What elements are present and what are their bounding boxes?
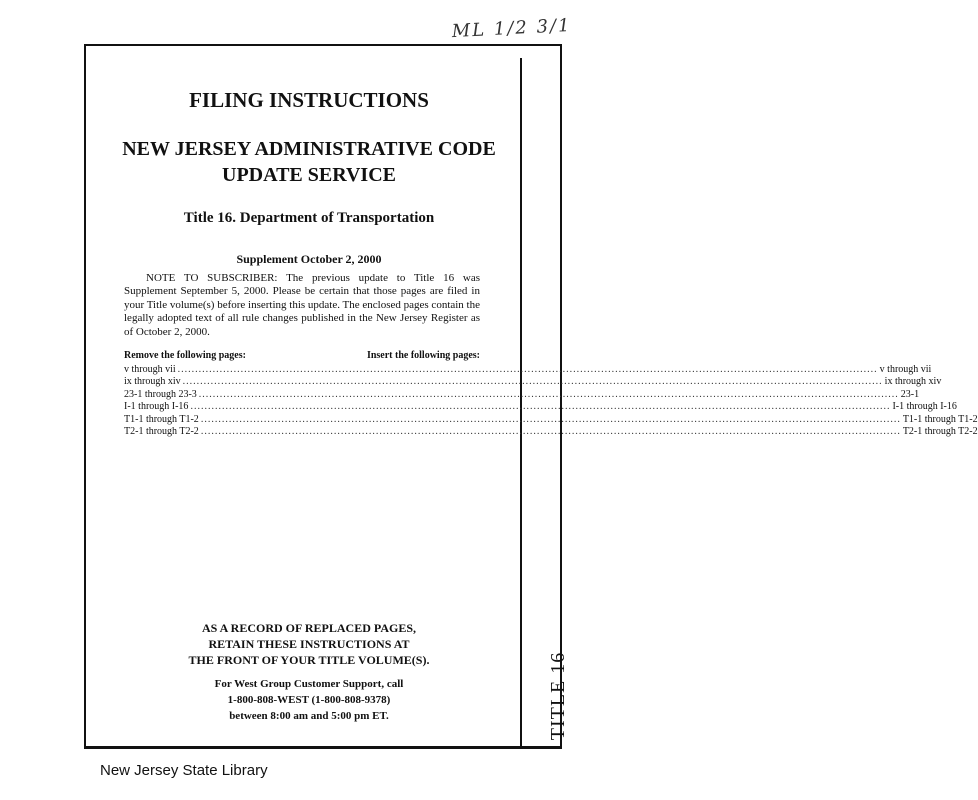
record-line: THE FRONT OF YOUR TITLE VOLUME(S).	[188, 653, 430, 667]
code-title-line: NEW JERSEY ADMINISTRATIVE CODE	[122, 138, 496, 160]
support-line: between 8:00 am and 5:00 pm ET.	[229, 710, 389, 722]
code-title	[110, 136, 508, 188]
leader-dots: ........................................................................................................................................................................................................	[200, 413, 901, 425]
support-line: For West Group Customer Support, call	[214, 678, 404, 690]
insert-pages: I-1 through I-16	[892, 401, 957, 413]
leader-dots: ........................................................................................................................................................................................................	[182, 376, 883, 388]
table-row	[124, 413, 978, 426]
insert-header: Insert the following pages:	[366, 350, 480, 361]
side-title: TITLE 16	[547, 651, 569, 741]
bottom-rule	[84, 746, 562, 749]
remove-header: Remove the following pages:	[124, 350, 246, 361]
insert-pages: v through vii	[879, 364, 932, 375]
leader-dots: ........................................................................................................................................................................................................	[190, 401, 891, 413]
remove-pages: T2-1 through T2-2	[124, 425, 199, 437]
title-line: Title 16. Department of Transportation	[183, 210, 435, 226]
insert-pages: T2-1 through T2-2	[902, 425, 978, 437]
leader-dots: ........................................................................................................................................................................................................	[200, 425, 901, 437]
insert-pages: 23-1	[900, 388, 920, 400]
subscriber-note: NOTE TO SUBSCRIBER: The previous update to Title 16 was Supplement September 5, 2000. Please be certain that those pages are filed in your Title volume(s) before inserting this update. The enclosed pages contain the legally adopted text of all rule changes published in the New Jersey Register as of October 2, 2000.	[124, 272, 480, 338]
support-line: 1-800-808-WEST (1-800-808-9378)	[227, 694, 391, 706]
record-instructions	[120, 620, 498, 668]
leader-dots: ........................................................................................................................................................................................................	[198, 388, 899, 400]
handwritten-mark: ML 1/2 3/1	[451, 14, 572, 43]
pages-table-header	[124, 350, 480, 361]
table-row	[124, 425, 978, 438]
table-row	[124, 401, 957, 413]
remove-pages: T1-1 through T1-2	[124, 413, 199, 425]
table-row	[124, 376, 942, 388]
insert-pages: T1-1 through T1-2	[902, 413, 978, 425]
code-title-line: UPDATE SERVICE	[222, 164, 396, 186]
library-footer: New Jersey State Library	[100, 762, 268, 779]
supplement-date: Supplement October 2, 2000	[236, 252, 382, 266]
remove-pages: 23-1 through 23-3	[124, 388, 197, 400]
remove-pages: ix through xiv	[124, 376, 181, 388]
record-line: RETAIN THESE INSTRUCTIONS AT	[208, 637, 410, 651]
table-row	[124, 388, 920, 401]
leader-dots: ........................................................................................................................................................................................................	[177, 364, 878, 375]
remove-pages: v through vii	[124, 364, 176, 375]
page-heading: FILING INSTRUCTIONS	[189, 88, 429, 112]
insert-pages: ix through xiv	[884, 376, 942, 388]
pages-table	[124, 364, 978, 438]
table-row	[124, 364, 932, 376]
customer-support	[120, 676, 498, 724]
record-line: AS A RECORD OF REPLACED PAGES,	[201, 621, 417, 635]
remove-pages: I-1 through I-16	[124, 401, 189, 413]
